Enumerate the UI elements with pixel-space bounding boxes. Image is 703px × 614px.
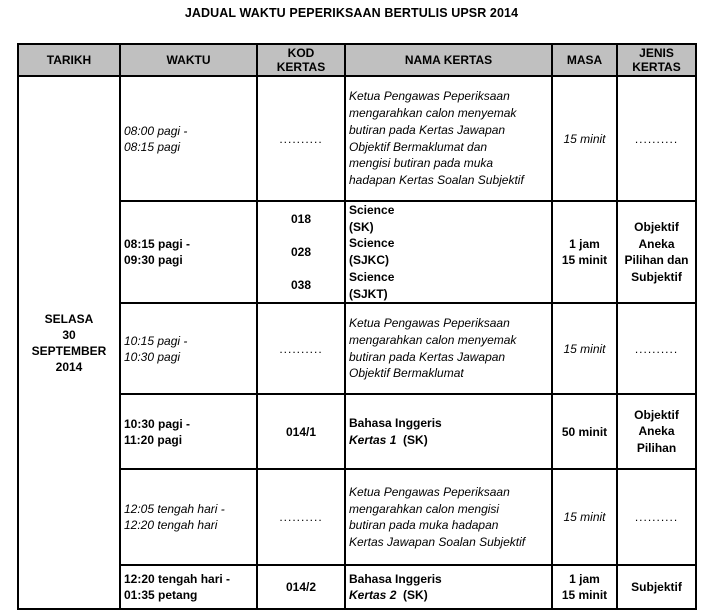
nama-line: Science bbox=[349, 203, 395, 217]
kod-cell bbox=[257, 201, 345, 303]
masa-line: 1 jam bbox=[569, 572, 600, 587]
waktu-end: 08:15 pagi bbox=[124, 139, 181, 154]
nama-kertas-cell bbox=[345, 394, 552, 469]
jenis-line: Subjektif bbox=[631, 269, 682, 284]
jenis-line: Objektif bbox=[634, 220, 679, 235]
header-kod-line2: KERTAS bbox=[276, 60, 326, 74]
tarikh-month: SEPTEMBER bbox=[31, 343, 107, 358]
table-row bbox=[18, 303, 696, 394]
waktu-end: 09:30 pagi bbox=[124, 253, 183, 268]
header-jenis-line2: KERTAS bbox=[632, 60, 681, 74]
table-row bbox=[18, 565, 696, 609]
nama-line bbox=[349, 432, 548, 449]
waktu-start: 08:00 pagi - bbox=[124, 123, 188, 138]
nama-kertas-cell bbox=[345, 303, 552, 394]
nama-line: hadapan Kertas Soalan Subjektif bbox=[349, 172, 524, 187]
kod-cell: 014/2 bbox=[257, 565, 345, 609]
jenis-line: Aneka bbox=[638, 236, 675, 251]
nama-line: mengarahkan calon menyemak bbox=[349, 333, 517, 348]
nama-kertas-cell bbox=[345, 76, 552, 201]
nama-line: Science bbox=[349, 269, 395, 284]
jenis-cell: .......... bbox=[617, 303, 696, 394]
header-masa: MASA bbox=[552, 44, 617, 76]
nama-line: mengarahkan calon mengisi bbox=[349, 501, 500, 516]
jenis-cell: .......... bbox=[617, 469, 696, 565]
masa-cell bbox=[552, 565, 617, 609]
waktu-cell bbox=[120, 565, 257, 609]
header-kod-kertas bbox=[257, 44, 345, 76]
header-kod-line1: KOD bbox=[287, 46, 315, 60]
waktu-start: 12:20 tengah hari - bbox=[124, 572, 231, 587]
kod-cell: 014/1 bbox=[257, 394, 345, 469]
nama-school-type: (SK) bbox=[403, 432, 428, 447]
kod-cell: .......... bbox=[257, 76, 345, 201]
masa-cell: 15 minit bbox=[552, 76, 617, 201]
jenis-line: Aneka bbox=[638, 424, 675, 439]
waktu-start: 08:15 pagi - bbox=[124, 237, 191, 252]
nama-line: butiran pada muka hadapan bbox=[349, 518, 499, 533]
nama-kertas-cell bbox=[345, 469, 552, 565]
masa-cell: 50 minit bbox=[552, 394, 617, 469]
waktu-end: 10:30 pagi bbox=[124, 349, 181, 364]
waktu-end: 11:20 pagi bbox=[124, 432, 183, 447]
header-row bbox=[18, 44, 696, 76]
tarikh-cell bbox=[18, 76, 120, 609]
kod-value: 018 bbox=[290, 211, 312, 226]
masa-line: 15 minit bbox=[561, 253, 608, 268]
nama-kertas-number: Kertas 2 bbox=[349, 588, 397, 603]
kod-cell: .......... bbox=[257, 469, 345, 565]
nama-line: (SJKC) bbox=[349, 253, 390, 268]
waktu-cell bbox=[120, 469, 257, 565]
waktu-start: 10:15 pagi - bbox=[124, 333, 188, 348]
waktu-end: 01:35 petang bbox=[124, 588, 198, 603]
header-jenis-kertas bbox=[617, 44, 696, 76]
waktu-start: 12:05 tengah hari - bbox=[124, 502, 225, 517]
waktu-cell bbox=[120, 303, 257, 394]
kod-value: 038 bbox=[290, 277, 312, 292]
masa-line: 1 jam bbox=[569, 237, 600, 252]
tarikh-date: 30 bbox=[62, 327, 76, 342]
waktu-cell bbox=[120, 76, 257, 201]
nama-line: Ketua Pengawas Peperiksaan bbox=[349, 89, 510, 104]
nama-line: mengarahkan calon menyemak bbox=[349, 106, 517, 121]
tarikh-year: 2014 bbox=[55, 359, 83, 374]
nama-line: Bahasa Inggeris bbox=[349, 416, 442, 431]
masa-cell bbox=[552, 201, 617, 303]
table-row bbox=[18, 201, 696, 303]
nama-kertas-number: Kertas 1 bbox=[349, 432, 397, 447]
jenis-cell: Subjektif bbox=[617, 565, 696, 609]
table-row bbox=[18, 394, 696, 469]
header-tarikh: TARIKH bbox=[18, 44, 120, 76]
exam-timetable bbox=[17, 43, 697, 610]
waktu-end: 12:20 tengah hari bbox=[124, 518, 218, 533]
masa-cell: 15 minit bbox=[552, 303, 617, 394]
jenis-line: Pilihan bbox=[636, 440, 677, 455]
nama-line: butiran pada Kertas Jawapan bbox=[349, 122, 506, 137]
nama-line: (SK) bbox=[349, 219, 374, 234]
nama-line: Ketua Pengawas Peperiksaan bbox=[349, 316, 510, 331]
table-row bbox=[18, 469, 696, 565]
nama-line: butiran pada Kertas Jawapan bbox=[349, 349, 506, 364]
waktu-cell bbox=[120, 201, 257, 303]
nama-kertas-cell bbox=[345, 201, 552, 303]
tarikh-day: SELASA bbox=[44, 311, 94, 326]
jenis-line: Objektif bbox=[634, 407, 679, 422]
nama-line: Ketua Pengawas Peperiksaan bbox=[349, 484, 510, 499]
header-nama-kertas: NAMA KERTAS bbox=[345, 44, 552, 76]
jenis-cell bbox=[617, 201, 696, 303]
nama-line: (SJKT) bbox=[349, 286, 388, 301]
header-jenis-line1: JENIS bbox=[639, 46, 674, 60]
waktu-cell bbox=[120, 394, 257, 469]
nama-line: Objektif Bermaklumat bbox=[349, 366, 464, 381]
nama-school-type: (SK) bbox=[403, 588, 428, 603]
table-row bbox=[18, 76, 696, 201]
masa-line: 15 minit bbox=[561, 588, 608, 603]
jenis-line: Pilihan dan bbox=[624, 253, 689, 268]
header-waktu: WAKTU bbox=[120, 44, 257, 76]
page-title: JADUAL WAKTU PEPERIKSAAN BERTULIS UPSR 2014 bbox=[184, 6, 519, 20]
nama-line: Science bbox=[349, 236, 395, 251]
nama-line: mengisi butiran pada muka bbox=[349, 156, 494, 171]
masa-cell: 15 minit bbox=[552, 469, 617, 565]
nama-kertas-cell bbox=[345, 565, 552, 609]
nama-line bbox=[349, 587, 548, 604]
kod-value: 028 bbox=[290, 244, 312, 259]
kod-cell: .......... bbox=[257, 303, 345, 394]
waktu-start: 10:30 pagi - bbox=[124, 416, 191, 431]
nama-line: Kertas Jawapan Soalan Subjektif bbox=[349, 534, 526, 549]
nama-line: Objektif Bermaklumat dan bbox=[349, 139, 488, 154]
jenis-cell bbox=[617, 394, 696, 469]
nama-line: Bahasa Inggeris bbox=[349, 571, 442, 586]
jenis-cell: .......... bbox=[617, 76, 696, 201]
